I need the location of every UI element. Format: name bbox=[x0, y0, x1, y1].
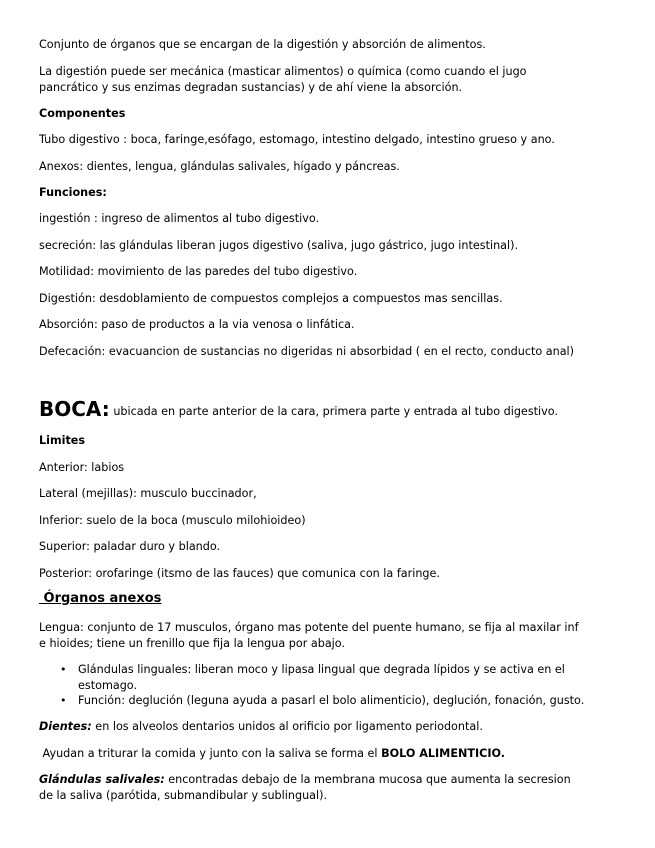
intro-definition: Conjunto de órganos que se encargan de la digestión y absorción de alimentos. bbox=[39, 38, 486, 51]
limite-anterior: Anterior: labios bbox=[39, 461, 125, 474]
salivales-line2: de la saliva (parótida, submandibular y sublingual). bbox=[39, 789, 328, 802]
funciones-heading: Funciones: bbox=[39, 186, 107, 199]
limites-heading: Limites bbox=[39, 434, 86, 447]
glandulas-linguales-line1: Glándulas linguales: liberan moco y lipasa lingual que degrada lípidos y se activa en el bbox=[78, 663, 565, 676]
bolo-line bbox=[39, 747, 505, 761]
intro-digestion-line2: pancrático y sus enzimas degradan sustancias) y de ahí viene la absorción. bbox=[39, 81, 463, 94]
lengua-line2: e hioides; tiene un frenillo que fija la lengua por abajo. bbox=[39, 637, 345, 650]
boca-description: ubicada en parte anterior de la cara, primera parte y entrada al tubo digestivo. bbox=[113, 405, 558, 418]
componentes-tubo: Tubo digestivo : boca, faringe,esófago, estomago, intestino delgado, intestino grueso y ano. bbox=[39, 133, 555, 146]
limite-posterior: Posterior: orofaringe (itsmo de las fauces) que comunica con la faringe. bbox=[39, 567, 440, 580]
limite-lateral: Lateral (mejillas): musculo buccinador, bbox=[39, 487, 257, 500]
salivales-line1 bbox=[39, 773, 571, 787]
funcion-secrecion: secreción: las glándulas liberan jugos digestivo (saliva, jugo gástrico, jugo intestinal). bbox=[39, 239, 519, 252]
bolo-alimenticio: BOLO ALIMENTICIO. bbox=[381, 747, 506, 760]
salivales-label: Glándulas salivales: bbox=[39, 773, 165, 786]
funcion-ingestion: ingestión : ingreso de alimentos al tubo digestivo. bbox=[39, 212, 320, 225]
dientes-text: en los alveolos dentarios unidos al orificio por ligamento periodontal. bbox=[91, 720, 483, 733]
boca-line bbox=[39, 397, 558, 421]
bullet-icon: • bbox=[60, 694, 67, 707]
limite-inferior: Inferior: suelo de la boca (musculo milohioideo) bbox=[39, 514, 306, 527]
boca-title: BOCA: bbox=[39, 397, 110, 421]
funcion-absorcion: Absorción: paso de productos a la via venosa o linfática. bbox=[39, 318, 355, 331]
salivales-text: encontradas debajo de la membrana mucosa que aumenta la secresion bbox=[164, 773, 571, 786]
limite-superior: Superior: paladar duro y blando. bbox=[39, 540, 221, 553]
bullet-icon: • bbox=[60, 663, 67, 676]
lengua-line1: Lengua: conjunto de 17 musculos, órgano mas potente del puente humano, se fija al maxilar inf bbox=[39, 621, 579, 634]
dientes-label: Dientes: bbox=[39, 720, 92, 733]
componentes-anexos: Anexos: dientes, lengua, glándulas salivales, hígado y páncreas. bbox=[39, 160, 400, 173]
glandulas-linguales-line2: estomago. bbox=[78, 679, 138, 692]
organos-heading: Órganos anexos bbox=[39, 591, 162, 606]
funcion-digestion: Digestión: desdoblamiento de compuestos complejos a compuestos mas sencillas. bbox=[39, 292, 503, 305]
funcion-defecacion: Defecación: evacuancion de sustancias no digeridas ni absorbidad ( en el recto, conducto anal) bbox=[39, 345, 575, 358]
trituran-text: Ayudan a triturar la comida y junto con la saliva se forma el bbox=[39, 747, 382, 760]
funcion-motilidad: Motilidad: movimiento de las paredes del tubo digestivo. bbox=[39, 265, 358, 278]
funcion-lengua: Función: deglución (leguna ayuda a pasarl el bolo alimenticio), deglución, fonación, gusto. bbox=[78, 694, 585, 707]
intro-digestion-line1: La digestión puede ser mecánica (masticar alimentos) o química (como cuando el jugo bbox=[39, 65, 527, 78]
componentes-heading: Componentes bbox=[39, 107, 126, 120]
dientes-line bbox=[39, 720, 483, 734]
